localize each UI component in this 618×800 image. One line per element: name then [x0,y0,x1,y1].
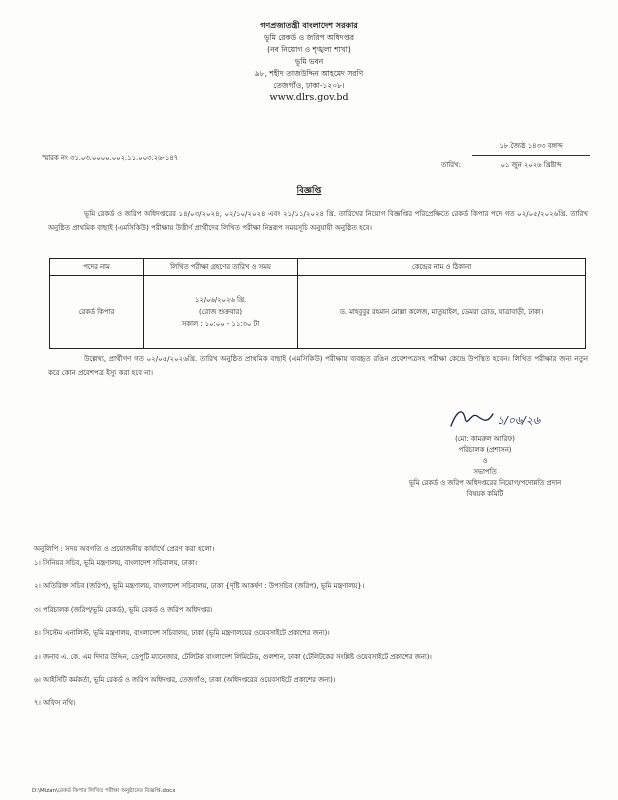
signatory-role: সভাপতি [473,468,497,476]
city-address: তেজগাঁও, ঢাকা-১২০৮। [273,81,345,90]
header-date-time: লিখিত পরীক্ষা গ্রহণের তারিখ ও সময় [144,259,298,276]
handwritten-signature [447,404,577,434]
section-name: (নব নিয়োগ ও শৃঙ্খলা শাখা) [267,45,351,54]
table-row [50,276,586,349]
committee-line-1: ভূমি রেকর্ড ও জরিপ অধিদপ্তরের নিয়োগ/পদোন্নতি প্রদান [408,479,562,487]
committee-line-2: বিষয়ক কমিটি [466,490,504,498]
file-path-footer: D:\Mizan\রেকর্ড কিপার লিখিত পরীক্ষা অনুষ্ঠানের বিজ্ঞপ্তি.docx [32,788,176,794]
street-address: ৯৮, শহীদ তাজউদ্দিন আহমেদ সরণি [254,69,364,78]
exam-schedule-table [49,258,586,349]
list-item: ৪। সিস্টেম এনালিস্ট, ভূমি মন্ত্রণালয়, বাংলাদেশ সচিবালয়, ঢাকা (ভূমি মন্ত্রণালয়ের ওয়েবসাইটে প্রকাশের জন্য)। [34,629,330,638]
copy-list [34,557,594,721]
exam-day: (রোজ শুক্রবার) [198,308,243,316]
signatory-designation: পরিচালক (প্রশাসন) [458,446,512,454]
intro-paragraph: ভূমি রেকর্ড ও জরিপ অধিদপ্তরের ১৪/০৩/২০২৪, ০২/১০/২০২৪ এবং ২১/১১/২০২৪ খ্রি. তারিখের নিয়োগ বিজ্ঞপ্তির পরিপ্রেক্ষিতে রেকর্ড কিপার পদে গত ০২/০৫/২০২৬খ্রি. তারিখ অনুষ্ঠিত প্রাথমিক বাছাই (এমসিকিউ) পরীক্ষায় উত্তীর্ণ প্রার্থীদের লিখিত পরীক্ষা নিম্নরূপ সময়সূচি অনুযায়ী অনুষ্ঠিত হবে। [48,210,588,232]
signature-block [385,434,585,500]
exam-date: ১২/০৬/২০২৬ খ্রি. [194,296,247,304]
note-paragraph: উল্লেখ্য, প্রার্থীগণ গত ০২/০৫/২০২৬খ্রি. তারিখ অনুষ্ঠিত প্রাথমিক বাছাই (এমসিকিউ) পরীক্ষায় ব্যবহৃত রঙিন প্রবেশপত্রসহ পরীক্ষা কেন্দ্রে উপস্থিত হবেন। লিখিত পরীক্ষার জন্য নতুন করে কোন প্রবেশপত্র ইস্যু করা হবে না। [48,355,588,377]
signature-date: ১/০৬/২৬ [497,414,541,427]
notice-title: বিজ্ঞপ্তি [296,186,322,196]
building-name: ভূমি ভবন [294,57,324,66]
cell-center: ড. মাহবুবুর রহমান মোল্লা কলেজ, মাতুয়াইল, ডেমরা রোড, যাত্রাবাড়ী, ঢাকা। [298,276,586,349]
exam-time: সকাল : ১০:০০ - ১১:৩০ টা [181,320,260,328]
copy-heading: অনুলিপি : সদয় অবগতি ও প্রয়োজনীয় কার্যার্থে প্রেরণ করা হলো। [34,545,215,553]
government-name: গণপ্রজাতন্ত্রী বাংলাদেশ সরকার [260,21,358,30]
memo-date [472,140,590,171]
letterhead [0,20,618,104]
list-item: ২। অতিরিক্ত সচিব (জরিপ), ভূমি মন্ত্রণালয়, বাংলাদেশ সচিবালয়, ঢাকা {দৃষ্টি আকর্ষণ : উপসচিব (জরিপ), ভূমি মন্ত্রণালয়}। [34,582,365,591]
list-item: ৬। আইসিটি কর্মকর্তা, ভূমি রেকর্ড ও জরিপ অধিদপ্তর, তেজগাঁও, ঢাকা (অধিদপ্তরের ওয়েবসাইটে প্রকাশের জন্য)। [34,675,336,684]
table-header-row [50,259,586,276]
department-name: ভূমি রেকর্ড ও জরিপ অধিদপ্তর [263,33,355,42]
signatory-name: (মো: কামরুল আরিফ) [455,435,515,443]
date-english: ০১ জুন ২০২৬ খ্রিষ্টাব্দ [500,161,562,169]
cell-date-time [144,276,298,349]
header-center: কেন্দ্রের নাম ও ঠিকানা [298,259,586,276]
website: www.dlrs.gov.bd [269,92,349,103]
memo-reference: স্মারক নং ৩১.০৩.০০০০.০০২.১১.০০৩.২৬-১৪৭ [42,154,179,162]
date-bangla: ১৮ জ্যৈষ্ঠ ১৪৩৩ বঙ্গাব্দ [472,140,590,156]
header-post: পদের নাম [50,259,144,276]
list-item: ৭। অফিস নথি। [34,699,76,708]
cell-post: রেকর্ড কিপার [50,276,144,349]
signatory-and: ও [482,457,488,465]
list-item: ৩। পরিচালক (জরিপ/ভূমি রেকর্ড), ভূমি রেকর্ড ও জরিপ অধিদপ্তর। [34,605,213,614]
list-item: ১। সিনিয়র সচিব, ভূমি মন্ত্রণালয়, বাংলাদেশ সচিবালয়, ঢাকা। [34,559,197,567]
list-item: ৫। জনাব এ. কে. এম দিদার উদ্দিন, ডেপুটি ম্যানেজার, টেলিটক বাংলাদেশ লিমিটেড, গুলশান, ঢাকা (টেলিটকের সংশ্লিষ্ট ওয়েবসাইটে প্রকাশের জন্য)। [34,652,432,661]
date-label: তারিখ: [441,161,462,169]
